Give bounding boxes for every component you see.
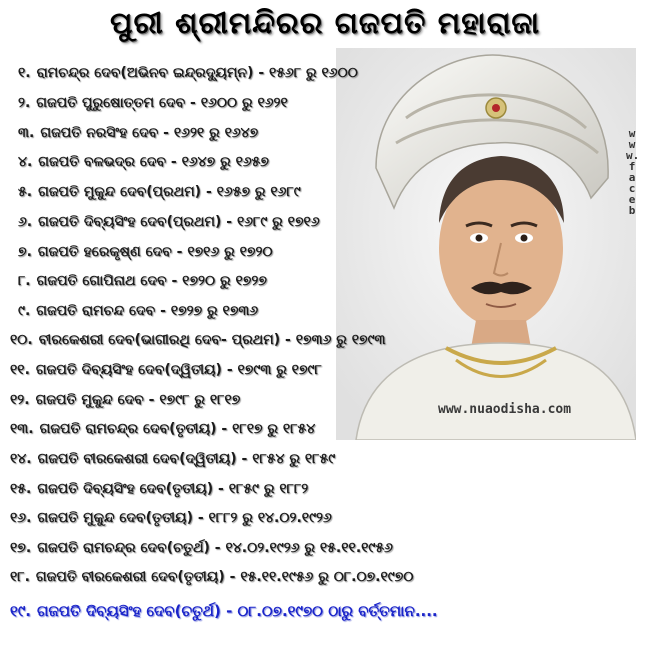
- list-item: [10, 387, 240, 413]
- list-item-text: ଗଜପତି ହରେକୃଷ୍ଣ ଦେବ - ୧୭୧୬ ରୁ ୧୭୨୦: [37, 244, 273, 260]
- list-item-number: ୧୫.: [10, 481, 32, 497]
- page-title: ପୁରୀ ଶ୍ରୀମନ୍ଦିରର ଗଜପତି ମହାରାଜା: [110, 6, 540, 41]
- list-item: [18, 268, 267, 294]
- list-item-text: ଗଜପତି ବୀରକେଶରୀ ଦେବ(ଦ୍ୱିତୀୟ) - ୧୮୫୪ ରୁ ୧୮୫୯: [37, 451, 336, 467]
- list-item: [10, 564, 413, 590]
- list-item-text: ଗଜପତି ଦିବ୍ୟସିଂହ ଦେବ(ତୃତୀୟ) - ୧୮୫୯ ରୁ ୧୮୮୨: [37, 481, 309, 497]
- list-item-number: ୧୨.: [10, 392, 30, 408]
- portrait-illustration: [336, 48, 640, 440]
- list-item-text: ଗଜପତି ମୁକୁନ୍ଦ ଦେବ(ପ୍ରଥମ) - ୧୬୫୭ ରୁ ୧୬୮୯: [38, 184, 301, 200]
- list-item-number: ୧୬.: [10, 510, 32, 526]
- list-item-number: ୯.: [18, 303, 31, 319]
- list-item-text: ଗଜପତି ମୁକୁନ୍ଦ ଦେବ(ତୃତୀୟ) - ୧୮୮୨ ରୁ ୧୪.୦୨.୧୯୨୬: [37, 510, 332, 526]
- list-item-text: ଗଜପତି ରାମଚନ୍ଦ ଦେବ - ୧୭୨୭ ରୁ ୧୭୩୬: [36, 303, 259, 319]
- list-item: [10, 327, 386, 353]
- list-item-number: ୪.: [18, 154, 33, 170]
- list-item-number: ୧୭.: [10, 540, 32, 556]
- list-item-text: ଗଜପତି ରାମଚନ୍ଦ୍ର ଦେବ(ଚତୁର୍ଥ) - ୧୪.୦୨.୧୯୨୬ ରୁ ୧୫.୧୧.୧୯୫୬: [37, 540, 393, 556]
- list-item-text: ଗଜପତି ମୁକୁନ୍ଦ ଦେବ - ୧୭୯୮ ରୁ ୧୮୧୭: [35, 392, 241, 408]
- list-item-text: ଗଜପତି ଦିବ୍ୟସିଂହ ଦେବ(ପ୍ରଥମ) - ୧୬୮୯ ରୁ ୧୭୧୬: [38, 214, 320, 230]
- website-watermark: www.nuaodisha.com: [438, 402, 572, 417]
- list-item: [18, 120, 258, 146]
- list-item-number: ୧୯.: [10, 602, 31, 620]
- list-item: [10, 598, 438, 624]
- list-item: [18, 209, 320, 235]
- list-item: [10, 476, 308, 502]
- list-item-number: ୫.: [18, 184, 33, 200]
- list-item-text: ରାମଚନ୍ଦ୍ର ଦେବ(ଅଭିନବ ଇନ୍ଦ୍ରଦ୍ୟୁମ୍ନ) - ୧୫୬୮ ରୁ ୧୬୦୦: [36, 65, 358, 81]
- list-item-number: ୧୦.: [10, 332, 33, 348]
- list-item-text: ଗଜପତି ପୁରୁଷୋତ୍ତମ ଦେବ - ୧୬୦୦ ରୁ ୧୬୨୧: [36, 95, 288, 111]
- list-item: [18, 60, 358, 86]
- list-item-number: ୩.: [18, 125, 35, 141]
- list-item-text: ଗଜପତି ଦିବ୍ୟସିଂହ ଦେବ(ଦ୍ୱିତୀୟ) - ୧୭୯୩ ରୁ ୧୭୯୮: [35, 362, 322, 378]
- list-item-number: ୧୧.: [10, 362, 30, 378]
- list-item-text: ଗଜପତି ଦିବ୍ୟସିଂହ ଦେବ(ଚତୁର୍ଥ) - ୦୮.୦୭.୧୯୭୦ ଠାରୁ ବର୍ତ୍ତମାନ....: [36, 602, 438, 620]
- list-item-number: ୨.: [18, 95, 31, 111]
- list-item: [18, 179, 301, 205]
- list-item: [18, 90, 288, 116]
- list-item-number: ୬.: [18, 214, 33, 230]
- list-item-number: ୮.: [18, 273, 31, 289]
- list-item-number: ୧୪.: [10, 451, 32, 467]
- list-item: [18, 149, 269, 175]
- list-item: [10, 446, 335, 472]
- list-item: [18, 298, 258, 324]
- portrait-image: [336, 48, 640, 440]
- list-item-text: ଗଜପତି ନରସିଂହ ଦେବ - ୧୬୨୧ ରୁ ୧୬୪୭: [40, 125, 259, 141]
- list-item: [10, 416, 315, 442]
- list-item-number: ୧୮.: [10, 569, 30, 585]
- list-item: [10, 357, 322, 383]
- list-item-number: ୧.: [18, 65, 31, 81]
- vertical-watermark: www.faceb: [626, 127, 640, 217]
- list-item-text: ଗଜପତି ବୀରକେଶରୀ ଦେବ(ତୃତୀୟ) - ୧୫.୧୧.୧୯୫୬ ରୁ ୦୮.୦୭.୧୯୭୦: [35, 569, 414, 585]
- list-item-number: ୭.: [18, 244, 32, 260]
- list-item: [10, 505, 332, 531]
- list-item-text: ଗଜପତି ବଳଭଦ୍ର ଦେବ - ୧୬୪୭ ରୁ ୧୬୫୭: [38, 154, 269, 170]
- list-item-text: ଗଜପତି ରାମଚନ୍ଦ୍ର ଦେବ(ତୃତୀୟ) - ୧୮୧୭ ରୁ ୧୮୫୪: [39, 421, 316, 437]
- list-item-number: ୧୩.: [10, 421, 34, 437]
- list-item-text: ଗଜପତି ଗୋପିନାଥ ଦେବ - ୧୭୨୦ ରୁ ୧୭୨୭: [36, 273, 267, 289]
- list-item-text: ବୀରକେଶରୀ ଦେବ(ଭାଗୀରଥି ଦେବ- ପ୍ରଥମ) - ୧୭୩୬ ରୁ ୧୭୯୩: [38, 332, 386, 348]
- list-item: [18, 239, 273, 265]
- list-item: [10, 535, 393, 561]
